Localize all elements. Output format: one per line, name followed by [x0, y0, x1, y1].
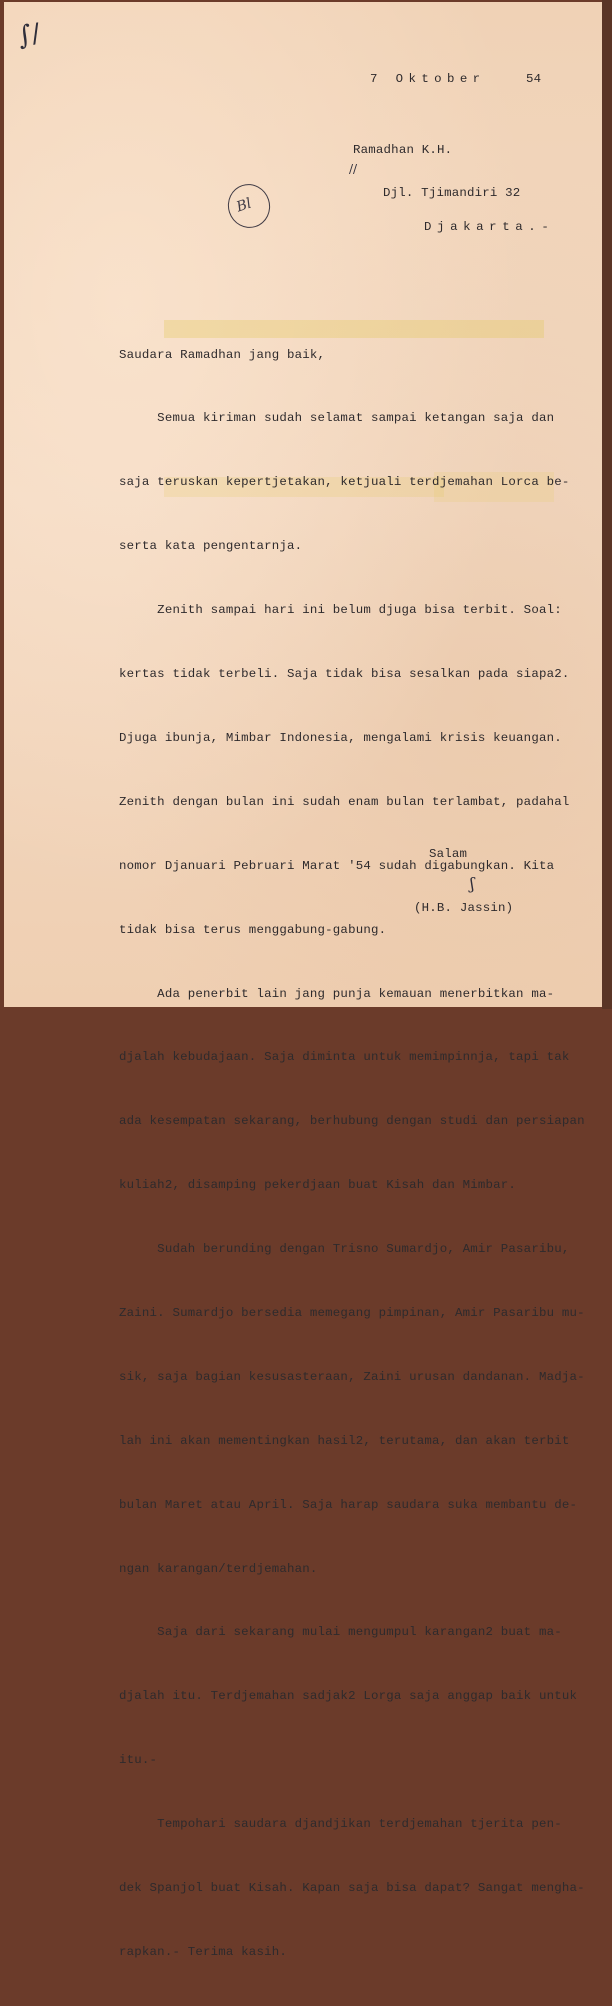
body-line: ada kesempatan sekarang, berhubung dengan studi dan persiapan	[119, 1114, 585, 1129]
letter-page	[4, 2, 608, 1959]
body-line: Saudara Ramadhan jang baik,	[119, 347, 326, 362]
body-line: Sudah berunding dengan Trisno Sumardjo, Amir Pasaribu,	[119, 1242, 570, 1257]
body-line: serta kata pengentarnja.	[119, 539, 303, 554]
body-line: Tempohari saudara djandjikan terdjemahan tjerita pen-	[119, 1817, 562, 1832]
letter-body	[119, 302, 585, 2006]
body-line: Zenith sampai hari ini belum djuga bisa terbit. Soal:	[119, 603, 562, 618]
letter-year: 54	[526, 72, 542, 86]
letter-date: 7 Oktober	[370, 72, 486, 86]
body-line: kertas tidak terbeli. Saja tidak bisa sesalkan pada siapa2.	[119, 667, 570, 682]
body-line: bulan Maret atau April. Saja harap saudara suka membantu de-	[119, 1497, 578, 1512]
body-line: saja teruskan kepertjetakan, ketjuali terdjemahan Lorca be-	[119, 475, 570, 490]
body-line: Zaini. Sumardjo bersedia memegang pimpinan, Amir Pasaribu mu-	[119, 1305, 585, 1320]
body-line: dek Spanjol buat Kisah. Kapan saja bisa dapat? Sangat mengha-	[119, 1880, 585, 1895]
address-tick-icon: //	[349, 162, 358, 176]
scan-edge	[602, 0, 612, 1009]
corner-pencil-mark-icon: ∫/	[15, 18, 43, 52]
recipient-name: Ramadhan K.H.	[353, 143, 453, 157]
body-line: sik, saja bagian kesusasteraan, Zaini urusan dandanan. Madja-	[119, 1369, 585, 1384]
body-line: tidak bisa terus menggabung-gabung.	[119, 922, 387, 937]
body-line: djalah itu. Terdjemahan sadjak2 Lorga saja anggap baik untuk	[119, 1689, 578, 1704]
letter-closing: Salam	[429, 847, 468, 861]
recipient-street: Djl. Tjimandiri 32	[383, 186, 521, 200]
body-line: djalah kebudajaan. Saja diminta untuk memimpinnja, tapi tak	[119, 1050, 570, 1065]
handwritten-annotation-circle	[222, 179, 276, 234]
body-line: nomor Djanuari Pebruari Marat '54 sudah digabungkan. Kita	[119, 858, 555, 873]
annotation-text: Bl	[234, 195, 254, 216]
body-line: Semua kiriman sudah selamat sampai ketangan saja dan	[119, 411, 555, 426]
body-line: itu.-	[119, 1753, 158, 1768]
recipient-city: Djakarta.-	[424, 220, 555, 234]
letter-signature: (H.B. Jassin)	[414, 901, 514, 915]
body-line: Ada penerbit lain jang punja kemauan menerbitkan ma-	[119, 986, 555, 1001]
body-line: Djuga ibunja, Mimbar Indonesia, mengalami krisis keuangan.	[119, 730, 562, 745]
body-line: Zenith dengan bulan ini sudah enam bulan terlambat, padahal	[119, 794, 570, 809]
body-line: Saja dari sekarang mulai mengumpul karangan2 buat ma-	[119, 1625, 562, 1640]
body-line: ngan karangan/terdjemahan.	[119, 1561, 318, 1576]
body-line: lah ini akan mementingkan hasil2, terutama, dan akan terbit	[119, 1433, 570, 1448]
signature-squiggle-icon: ʃ	[470, 874, 475, 893]
body-line: rapkan.- Terima kasih.	[119, 1944, 287, 1959]
body-line: kuliah2, disamping pekerdjaan buat Kisah dan Mimbar.	[119, 1178, 517, 1193]
